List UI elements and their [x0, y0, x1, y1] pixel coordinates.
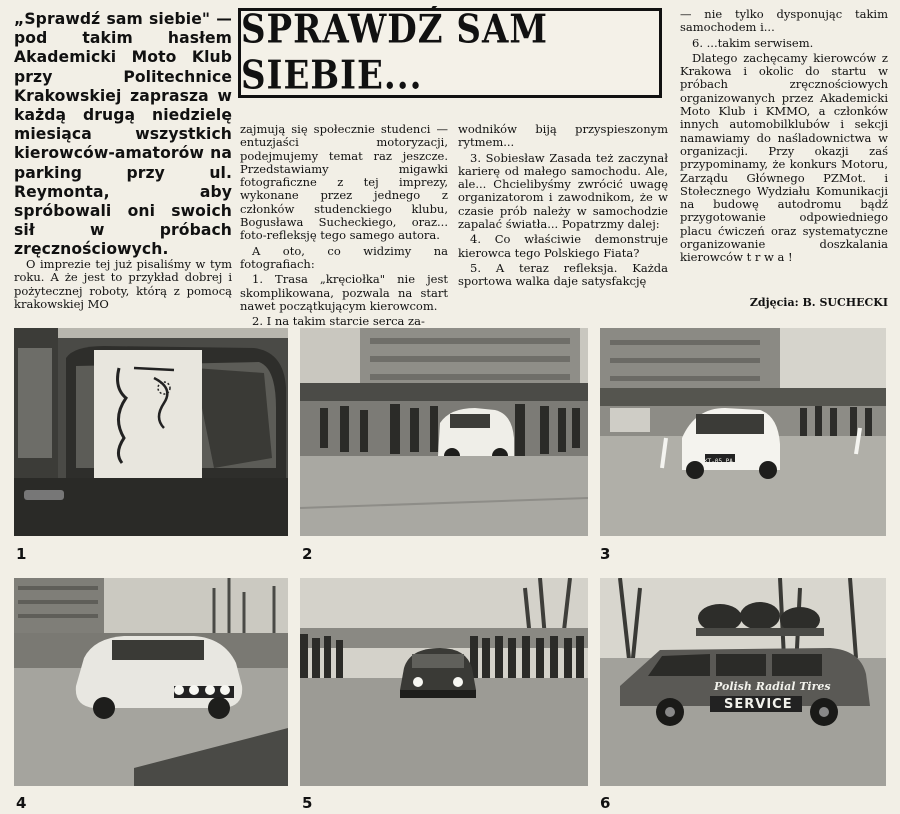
photo-5	[300, 578, 588, 786]
column-1	[14, 258, 232, 311]
photo-5-number: 5	[302, 794, 313, 812]
column-4	[680, 8, 888, 267]
column-4-para: — nie tylko dysponując takim samochodem i...	[680, 7, 888, 35]
column-3-para: 3. Sobiesław Zasada też zaczynał karierę od małego samochodu. Ale, ale... Chcielibyśmy zwrócić uwagę organizatorom i zawodnikom, że w czasie prób należy w samochodzie zapalać światła... Popatrzmy dalej:	[458, 150, 668, 232]
column-4-para: 6. ...takim serwisem.	[692, 35, 814, 50]
column-3-para: 5. A teraz refleksja. Każda sportowa walka daje satysfakcję	[458, 260, 668, 289]
column-3	[458, 123, 668, 291]
column-2-para: A oto, co widzimy na fotografiach:	[240, 243, 448, 271]
license-plate: KT-05 PA	[704, 458, 733, 465]
photo-2-number: 2	[302, 545, 313, 563]
service-car-brand: Polish Radial Tires	[714, 680, 831, 693]
photo-1-number: 1	[16, 545, 27, 563]
lead-paragraph: „Sprawdź sam siebie" — pod takim hasłem Akademicki Moto Klub przy Politechnice Krakowskiej zaprasza w każdą drugą niedzielę miesiąca wszystkich kierowców-amatorów na parking przy ul. Reymonta, aby spróbowali oni swoich sił w próbach zręcznościowych.	[14, 10, 232, 259]
photo-4	[14, 578, 288, 786]
headline-box	[238, 8, 662, 98]
service-car-label: SERVICE	[724, 697, 793, 712]
photo-1	[14, 328, 288, 536]
column-3-para: wodników biją przyspieszonym rytmem...	[458, 122, 668, 150]
column-2	[240, 123, 448, 330]
photo-3-number: 3	[600, 545, 611, 563]
column-2-para: 2. I na takim starcie serca za-	[252, 314, 425, 329]
photo-3	[600, 328, 886, 536]
column-4-para: Dlatego zachęcamy kierowców z Krakowa i okolic do startu w próbach zręcznościowych organizowanych przez Akademicki Moto Klub i KMMO, a członków innych automobilklubów i sekcji namawiamy do naśladownictwa w organizacji. Przy okazji zaś przypominamy, że konkurs Motoru, Zarządu Głównego PZMot. i Stołecznego Wydziału Komunikacji na budowę autodromu bądź przygotowanie odpowiedniego placu ćwiczeń oraz systematyczne organizowanie doszkalania kierowców t r w a !	[680, 50, 888, 265]
column-1-para: O imprezie tej już pisaliśmy w tym roku. A że jest to przykład dobrej i pożytecznej roboty, którą z pomocą krakowskiej MO	[14, 257, 232, 311]
photo-2	[300, 328, 588, 536]
column-2-para: 1. Trasa „kręciołka" nie jest skomplikowana, pozwala na start nawet początkującym kierowcom.	[240, 272, 448, 313]
column-3-para: 4. Co właściwie demonstruje kierowca tego Polskiego Fiata?	[458, 232, 668, 260]
column-2-para: zajmują się społecznie studenci — entuzjaści motoryzacji, podejmujemy temat raz jeszcze. Przedstawiamy migawki fotograficzne z tej imprezy, wykonane przez jednego z członków studenckiego klubu, Bogusława Sucheckiego, oraz... foto-refleksję tego samego autora.	[240, 122, 448, 243]
photo-4-number: 4	[16, 794, 27, 812]
headline: SPRAWDŹ SAM SIEBIE...	[241, 7, 548, 99]
photo-6-number: 6	[600, 794, 611, 812]
photo-credit: Zdjęcia: B. SUCHECKI	[749, 296, 888, 309]
